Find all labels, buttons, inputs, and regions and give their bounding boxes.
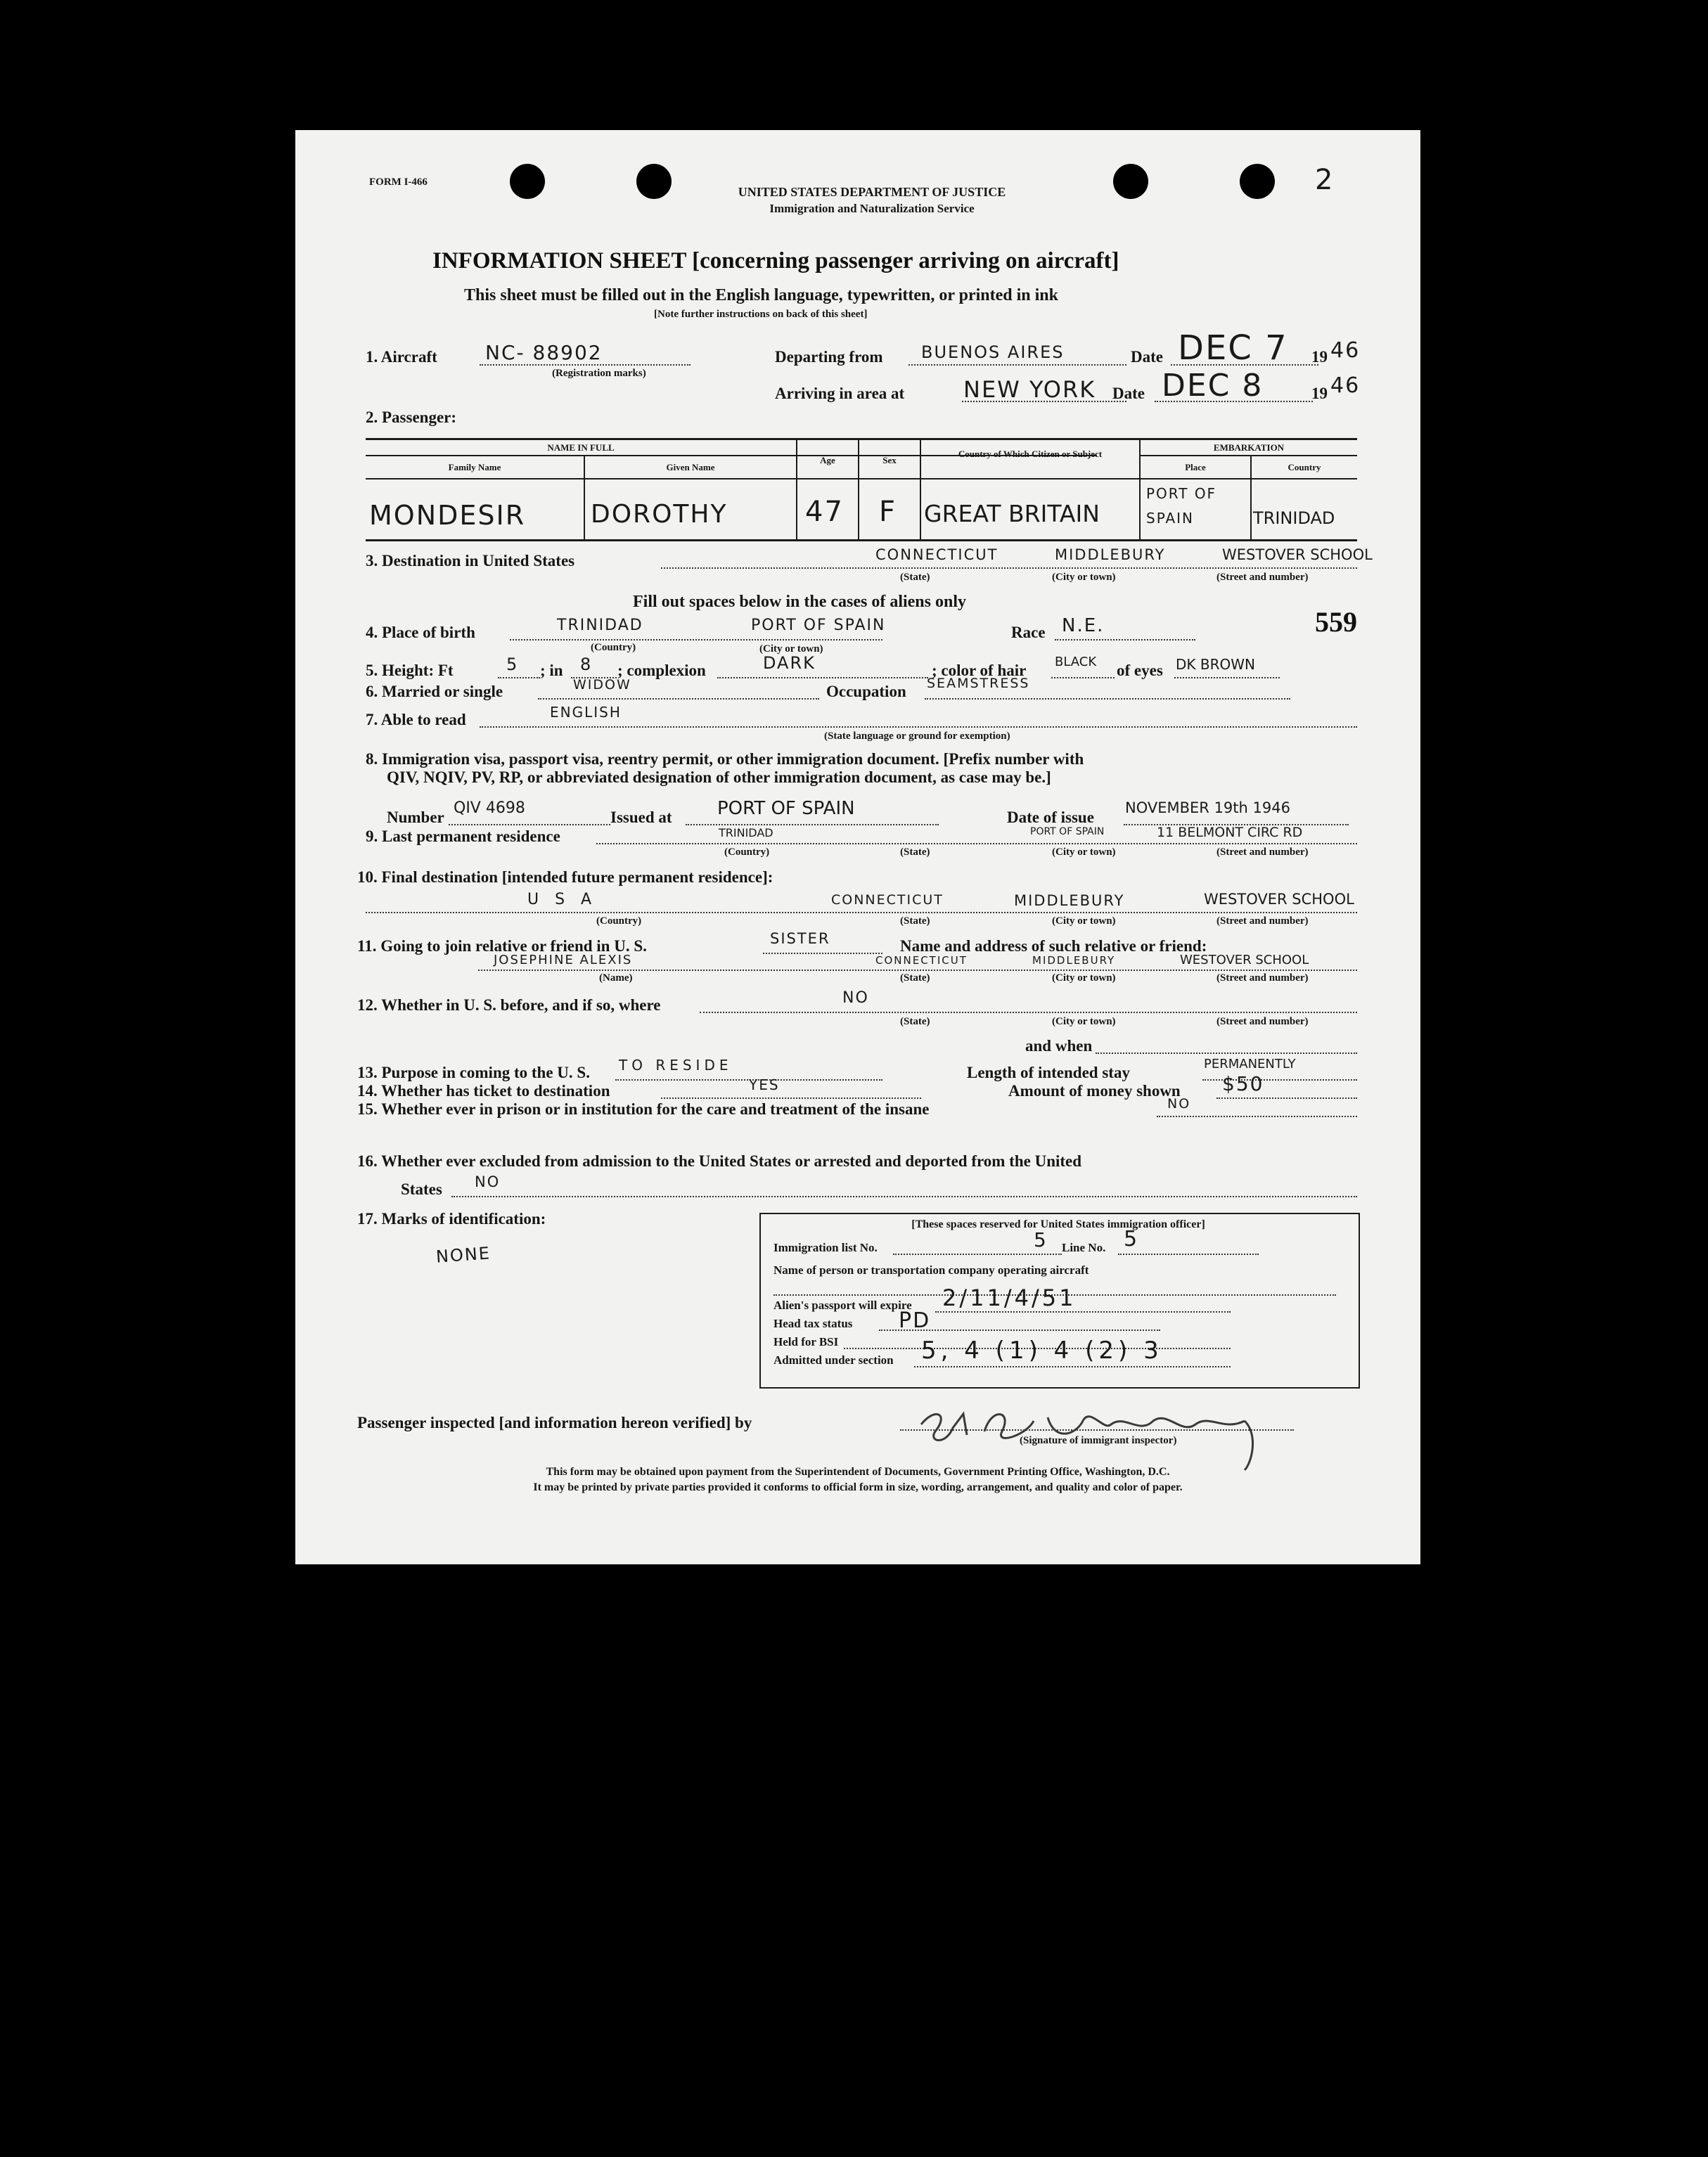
ticket-label: 14. Whether has ticket to destination bbox=[357, 1082, 610, 1100]
column-header-citizen: Country of Which Citizen or Subject bbox=[958, 449, 1103, 459]
form-title: INFORMATION SHEET [concerning passenger arriving on aircraft] bbox=[432, 248, 1119, 273]
state-caption: (State) bbox=[900, 572, 930, 583]
form-sheet bbox=[295, 130, 1420, 1564]
field-line bbox=[686, 824, 939, 825]
field-line bbox=[1216, 1097, 1357, 1099]
friend-city-value: MIDDLEBURY bbox=[1032, 954, 1116, 967]
dest-state-value: CONNECTICUT bbox=[875, 546, 999, 563]
arrive-date-value: DEC 8 bbox=[1162, 368, 1264, 404]
final-city-value: MIDDLEBURY bbox=[1014, 892, 1125, 909]
city-caption: (City or town) bbox=[1052, 846, 1116, 858]
field-line bbox=[1118, 1254, 1259, 1255]
sex-value: F bbox=[879, 496, 897, 528]
state-caption: (State) bbox=[900, 846, 930, 858]
excluded-label-line1: 16. Whether ever excluded from admission to the United States or arrested and deported from the United bbox=[357, 1152, 1082, 1170]
final-destination-label: 10. Final destination [intended future permanent residence]: bbox=[357, 868, 773, 886]
arrive-year-value: 46 bbox=[1330, 373, 1361, 398]
depart-date-value: DEC 7 bbox=[1178, 328, 1288, 368]
field-line bbox=[914, 1366, 1231, 1367]
relation-value: SISTER bbox=[770, 930, 830, 947]
age-value: 47 bbox=[805, 496, 844, 528]
column-header-family: Family Name bbox=[448, 462, 501, 472]
aliens-only-heading: Fill out spaces below in the cases of aliens only bbox=[633, 593, 967, 611]
passport-expire-label: Alien's passport will expire bbox=[773, 1299, 912, 1312]
country-caption: (Country) bbox=[591, 642, 636, 653]
marks-label: 17. Marks of identification: bbox=[357, 1210, 546, 1228]
inches-label: ; in bbox=[540, 662, 563, 679]
inspected-label: Passenger inspected [and information hereon verified] by bbox=[357, 1414, 752, 1431]
hair-value: BLACK bbox=[1055, 655, 1097, 669]
form-instruction: This sheet must be filled out in the English language, typewritten, or printed in ink bbox=[464, 286, 1058, 304]
field-line bbox=[596, 843, 1357, 844]
column-header-embarkation: EMBARKATION bbox=[1213, 442, 1285, 453]
stay-value: PERMANENTLY bbox=[1204, 1057, 1296, 1071]
occupation-value: SEAMSTRESS bbox=[927, 676, 1030, 691]
money-value: $50 bbox=[1222, 1072, 1264, 1095]
field-line bbox=[1157, 1116, 1357, 1117]
column-header-age: Age bbox=[820, 455, 835, 465]
form-note: [Note further instructions on back of this sheet] bbox=[654, 309, 868, 320]
prison-label: 15. Whether ever in prison or in institution for the care and treatment of the insane bbox=[357, 1100, 930, 1118]
field-line bbox=[1055, 639, 1195, 640]
height-in-value: 8 bbox=[580, 655, 593, 674]
ticket-value: YES bbox=[749, 1076, 780, 1093]
field-line bbox=[538, 698, 819, 700]
punch-hole bbox=[1240, 164, 1275, 199]
birth-city-value: PORT OF SPAIN bbox=[751, 617, 886, 634]
footer-line2: It may be printed by private parties provided it conforms to official form in size, wording, arrangement, and quality and color of paper. bbox=[533, 1481, 1183, 1493]
field-line bbox=[451, 1196, 1357, 1197]
table-rule bbox=[796, 438, 797, 539]
friend-name-value: JOSEPHINE ALEXIS bbox=[494, 953, 633, 967]
complexion-value: DARK bbox=[763, 653, 816, 673]
field-line bbox=[1051, 677, 1115, 678]
admitted-label: Admitted under section bbox=[773, 1353, 894, 1367]
column-header-given: Given Name bbox=[666, 462, 715, 472]
birth-country-value: TRINIDAD bbox=[557, 617, 643, 634]
complexion-label: ; complexion bbox=[617, 662, 706, 679]
embarkation-place-line1: PORT OF bbox=[1146, 485, 1217, 502]
before-value: NO bbox=[842, 989, 869, 1007]
column-header-place: Place bbox=[1185, 462, 1206, 472]
marital-label: 6. Married or single bbox=[366, 683, 503, 700]
height-ft-value: 5 bbox=[506, 655, 519, 674]
relative-name-address-label: Name and address of such relative or friend: bbox=[900, 937, 1207, 955]
year-prefix: 19 bbox=[1311, 348, 1328, 366]
departing-label: Departing from bbox=[775, 348, 883, 366]
column-header-name: NAME IN FULL bbox=[547, 442, 615, 453]
occupation-label: Occupation bbox=[826, 683, 906, 700]
service-name: Immigration and Naturalization Service bbox=[769, 202, 975, 215]
marks-value: NONE bbox=[435, 1243, 492, 1267]
residence-city-value: PORT OF SPAIN bbox=[1030, 826, 1105, 837]
table-rule bbox=[366, 478, 1357, 479]
field-line bbox=[925, 698, 1290, 700]
country-caption: (Country) bbox=[724, 846, 770, 858]
department-name: UNITED STATES DEPARTMENT OF JUSTICE bbox=[738, 185, 1006, 199]
field-line bbox=[935, 1311, 1231, 1313]
street-caption: (Street and number) bbox=[1216, 846, 1309, 858]
length-stay-label: Length of intended stay bbox=[967, 1064, 1130, 1081]
purpose-value: TO RESIDE bbox=[619, 1057, 733, 1074]
street-caption: (Street and number) bbox=[1216, 1016, 1309, 1027]
field-line bbox=[480, 364, 691, 366]
punch-hole bbox=[510, 164, 545, 199]
field-line bbox=[1174, 677, 1280, 678]
form-number: FORM I-466 bbox=[369, 176, 428, 188]
final-street-value: WESTOVER SCHOOL bbox=[1204, 891, 1354, 908]
city-caption: (City or town) bbox=[1052, 915, 1116, 927]
read-label: 7. Able to read bbox=[366, 711, 466, 728]
admitted-value: 5, 4 (1) 4 (2) 3 bbox=[921, 1337, 1163, 1365]
date-label: Date bbox=[1131, 348, 1163, 366]
city-caption: (City or town) bbox=[1052, 572, 1116, 583]
field-line bbox=[661, 1097, 921, 1099]
visa-label-line2: QIV, NQIV, PV, RP, or abbreviated designation of other immigration document, as case may be.] bbox=[387, 768, 1051, 786]
street-caption: (Street and number) bbox=[1216, 915, 1309, 927]
excluded-value: NO bbox=[475, 1173, 501, 1190]
passport-expire-value: 2/11/4/51 bbox=[942, 1284, 1077, 1311]
immigration-list-label: Immigration list No. bbox=[773, 1241, 878, 1254]
punch-hole bbox=[1113, 164, 1148, 199]
destination-label: 3. Destination in United States bbox=[366, 552, 575, 569]
field-line bbox=[366, 912, 1357, 913]
head-tax-value: PD bbox=[899, 1308, 931, 1333]
final-state-value: CONNECTICUT bbox=[831, 892, 944, 908]
embarkation-place-line2: SPAIN bbox=[1146, 510, 1195, 527]
dest-city-value: MIDDLEBURY bbox=[1055, 546, 1166, 563]
field-line bbox=[1096, 1052, 1357, 1054]
aircraft-value: NC- 88902 bbox=[485, 341, 603, 364]
immigration-list-value: 5 bbox=[1034, 1228, 1048, 1251]
column-header-country: Country bbox=[1288, 462, 1321, 472]
field-line bbox=[763, 953, 882, 954]
embarkation-country-value: TRINIDAD bbox=[1253, 508, 1335, 528]
visa-label-line1: 8. Immigration visa, passport visa, reentry permit, or other immigration document. [Prefix number with bbox=[366, 750, 1084, 768]
depart-year-value: 46 bbox=[1330, 338, 1361, 363]
street-caption: (Street and number) bbox=[1216, 972, 1309, 984]
registration-caption: (Registration marks) bbox=[552, 368, 646, 379]
date-label: Date bbox=[1112, 385, 1145, 402]
state-caption: (State) bbox=[900, 915, 930, 927]
eyes-value: DK BROWN bbox=[1176, 656, 1255, 673]
city-caption: (City or town) bbox=[1052, 1016, 1116, 1027]
residence-country-value: TRINIDAD bbox=[719, 826, 773, 839]
street-caption: (Street and number) bbox=[1216, 572, 1309, 583]
friend-street-value: WESTOVER SCHOOL bbox=[1180, 953, 1309, 967]
doc-number-label: Number bbox=[387, 809, 444, 826]
table-rule bbox=[366, 539, 1357, 541]
passenger-label: 2. Passenger: bbox=[366, 408, 457, 426]
state-caption: (State) bbox=[900, 1016, 930, 1027]
issue-date-value: NOVEMBER 19th 1946 bbox=[1125, 799, 1290, 816]
officer-box-title: [These spaces reserved for United States immigration officer] bbox=[911, 1218, 1205, 1230]
excluded-label-line2: States bbox=[401, 1180, 442, 1198]
doc-number-value: QIV 4698 bbox=[454, 799, 525, 817]
field-line bbox=[717, 677, 928, 678]
head-tax-label: Head tax status bbox=[773, 1317, 853, 1330]
field-line bbox=[661, 567, 1357, 569]
table-rule bbox=[858, 438, 859, 539]
residence-label: 9. Last permanent residence bbox=[366, 828, 560, 845]
field-line bbox=[908, 364, 1126, 366]
read-value: ENGLISH bbox=[550, 704, 622, 721]
before-label: 12. Whether in U. S. before, and if so, where bbox=[357, 996, 661, 1014]
birth-label: 4. Place of birth bbox=[366, 624, 475, 641]
line-no-value: 5 bbox=[1124, 1227, 1139, 1251]
operator-label: Name of person or transportation company operating aircraft bbox=[773, 1263, 1089, 1277]
column-header-sex: Sex bbox=[882, 455, 897, 465]
relative-label: 11. Going to join relative or friend in U. S. bbox=[357, 937, 647, 955]
eyes-label: of eyes bbox=[1117, 662, 1163, 679]
given-name-value: DOROTHY bbox=[591, 500, 728, 529]
city-caption: (City or town) bbox=[1052, 972, 1116, 984]
field-line bbox=[498, 677, 540, 678]
footer-line1: This form may be obtained upon payment from the Superintendent of Documents, Government Printing Office, Washington, D.C. bbox=[546, 1466, 1170, 1478]
issue-date-label: Date of issue bbox=[1007, 809, 1094, 826]
purpose-label: 13. Purpose in coming to the U. S. bbox=[357, 1064, 590, 1081]
family-name-value: MONDESIR bbox=[369, 500, 526, 531]
state-caption: (State) bbox=[900, 972, 930, 984]
country-caption: (Country) bbox=[596, 915, 642, 927]
field-line bbox=[700, 1012, 1357, 1013]
field-line bbox=[449, 824, 610, 825]
signature-caption: (Signature of immigrant inspector) bbox=[1020, 1435, 1177, 1446]
stamp-number: 559 bbox=[1315, 606, 1357, 638]
table-rule bbox=[1139, 455, 1357, 456]
height-label: 5. Height: Ft bbox=[366, 662, 454, 679]
arriving-label: Arriving in area at bbox=[775, 385, 905, 402]
residence-street-value: 11 BELMONT CIRC RD bbox=[1157, 825, 1303, 840]
issued-at-value: PORT OF SPAIN bbox=[717, 798, 855, 819]
table-rule bbox=[920, 438, 921, 539]
citizen-value: GREAT BRITAIN bbox=[924, 500, 1100, 527]
field-line bbox=[510, 639, 882, 640]
punch-hole bbox=[636, 164, 672, 199]
bsi-label: Held for BSI bbox=[773, 1335, 839, 1348]
field-line bbox=[893, 1254, 1062, 1255]
prison-value: NO bbox=[1167, 1096, 1191, 1112]
city-caption: (City or town) bbox=[759, 643, 823, 655]
hair-label: ; color of hair bbox=[932, 662, 1027, 679]
field-label-aircraft: 1. Aircraft bbox=[366, 348, 437, 366]
departing-value: BUENOS AIRES bbox=[921, 342, 1065, 362]
field-line bbox=[480, 726, 1357, 728]
friend-state-value: CONNECTICUT bbox=[875, 954, 968, 967]
dest-street-value: WESTOVER SCHOOL bbox=[1222, 546, 1373, 563]
money-label: Amount of money shown bbox=[1008, 1082, 1181, 1100]
race-label: Race bbox=[1011, 624, 1046, 641]
field-line bbox=[478, 970, 1357, 971]
table-rule bbox=[366, 438, 1357, 440]
year-prefix: 19 bbox=[1311, 385, 1328, 402]
name-caption: (Name) bbox=[599, 972, 633, 984]
arriving-value: NEW YORK bbox=[963, 376, 1096, 403]
issued-at-label: Issued at bbox=[610, 809, 672, 826]
final-country-value: U S A bbox=[527, 891, 598, 908]
marital-value: WIDOW bbox=[573, 677, 631, 693]
line-no-label: Line No. bbox=[1062, 1241, 1106, 1254]
handwritten-mark: 2 bbox=[1315, 164, 1335, 196]
race-value: N.E. bbox=[1062, 615, 1105, 636]
and-when-label: and when bbox=[1025, 1037, 1093, 1055]
language-caption: (State language or ground for exemption) bbox=[824, 730, 1010, 742]
